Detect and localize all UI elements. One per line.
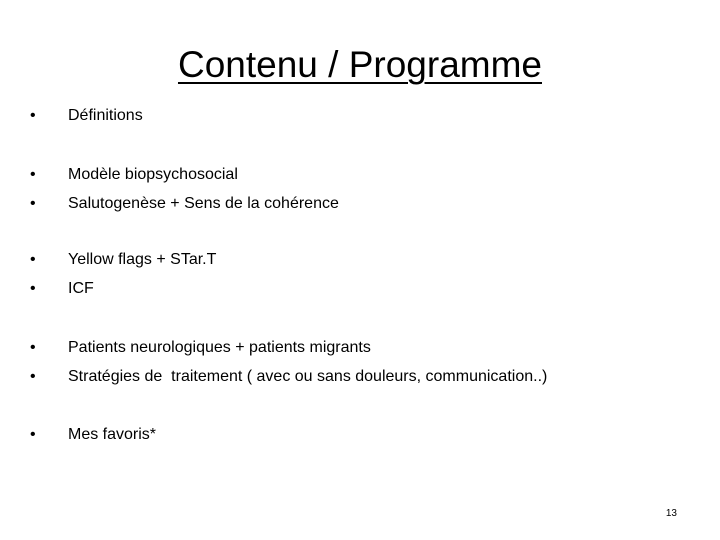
- bullet-item: [30, 333, 547, 362]
- bullet-group-models: [30, 160, 339, 218]
- bullet-text: ICF: [68, 280, 94, 297]
- bullet-dot: •: [30, 195, 36, 212]
- bullet-text: Salutogenèse + Sens de la cohérence: [68, 195, 339, 212]
- bullet-group-definitions: [30, 101, 143, 130]
- bullet-group-favorites: [30, 420, 156, 449]
- bullet-text: Patients neurologiques + patients migrants: [68, 339, 371, 356]
- bullet-text: Mes favoris*: [68, 426, 157, 443]
- bullet-item: [30, 160, 339, 189]
- bullet-dot: •: [30, 368, 36, 385]
- bullet-group-patients: [30, 333, 547, 391]
- bullet-dot: •: [30, 426, 36, 443]
- bullet-item: [30, 274, 216, 303]
- slide-title: [0, 42, 720, 88]
- bullet-dot: •: [30, 166, 36, 183]
- bullet-item: [30, 245, 216, 274]
- page-number: 13: [665, 508, 677, 519]
- bullet-item: [30, 189, 339, 218]
- bullet-item: [30, 362, 547, 391]
- bullet-text: Yellow flags + STar.T: [68, 251, 217, 268]
- bullet-group-flags: [30, 245, 216, 303]
- bullet-text: Modèle biopsychosocial: [68, 166, 238, 183]
- bullet-dot: •: [30, 339, 36, 356]
- bullet-item: [30, 101, 143, 130]
- bullet-text: Stratégies de traitement ( avec ou sans douleurs, communication..): [68, 368, 548, 385]
- slide-title-text: Contenu / Programme: [177, 44, 542, 85]
- bullet-item: [30, 420, 156, 449]
- bullet-dot: •: [30, 280, 36, 297]
- bullet-dot: •: [30, 107, 36, 124]
- bullet-text: Définitions: [68, 107, 143, 124]
- bullet-dot: •: [30, 251, 36, 268]
